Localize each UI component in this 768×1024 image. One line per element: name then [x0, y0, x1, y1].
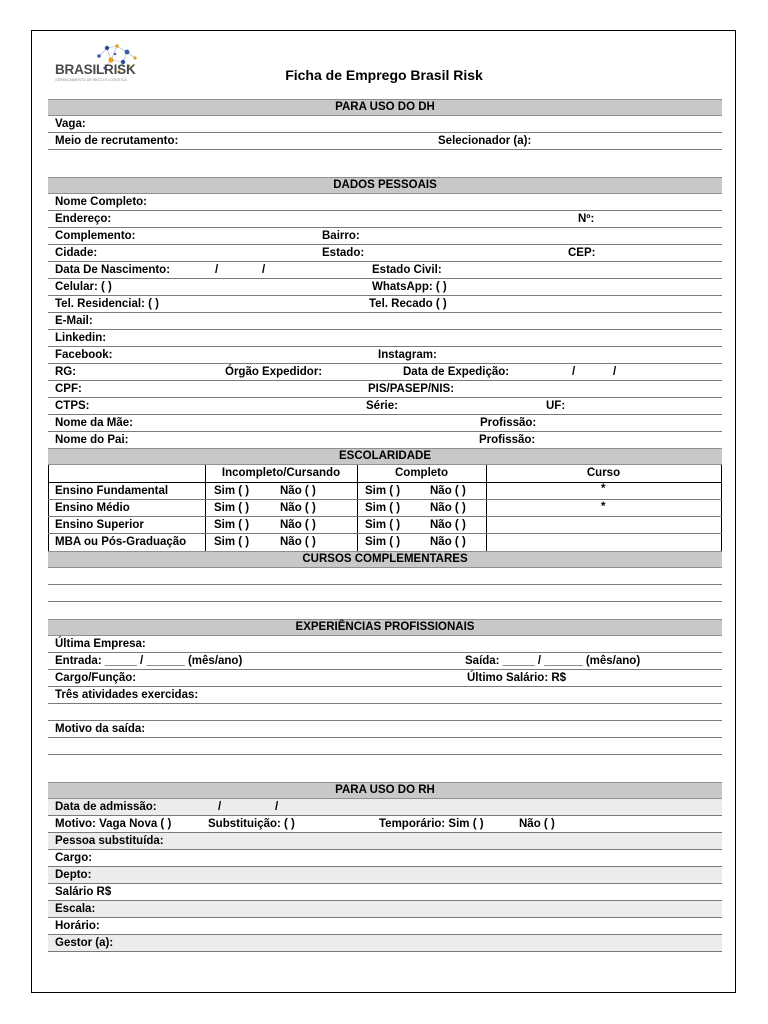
pessoa-substituida-label: Pessoa substituída:: [55, 835, 164, 847]
estado-label: Estado:: [322, 247, 365, 259]
profissao-pai-label: Profissão:: [479, 434, 536, 446]
tel-recado-label: Tel. Recado ( ): [369, 298, 447, 310]
escolaridade-row-label: Ensino Superior: [55, 519, 144, 531]
vaga-label: Vaga:: [55, 118, 86, 130]
rg-label: RG:: [55, 366, 77, 378]
cursos-line[interactable]: [48, 585, 722, 602]
cargo-funcao-label: Cargo/Função:: [55, 672, 137, 684]
completo-nao-option[interactable]: Não ( ): [430, 519, 466, 531]
complemento-label: Complemento:: [55, 230, 136, 242]
col-header-incompleto: Incompleto/Cursando: [221, 467, 341, 479]
field-row-linkedin[interactable]: [48, 330, 722, 347]
col-header-completo: Completo: [394, 467, 449, 479]
bairro-label: Bairro:: [322, 230, 360, 242]
tel-residencial-label: Tel. Residencial: ( ): [55, 298, 159, 310]
completo-nao-option[interactable]: Não ( ): [430, 536, 466, 548]
curso-field[interactable]: *: [601, 483, 606, 495]
temporario-nao-option[interactable]: Não ( ): [519, 818, 555, 830]
incompleto-nao-option[interactable]: Não ( ): [280, 502, 316, 514]
section-header-cursos-complementares: CURSOS COMPLEMENTARES: [48, 551, 722, 568]
field-row-ctps[interactable]: [48, 398, 722, 415]
estado-civil-label: Estado Civil:: [372, 264, 442, 276]
pis-label: PIS/PASEP/NIS:: [368, 383, 455, 395]
field-row-email[interactable]: [48, 313, 722, 330]
incompleto-nao-option[interactable]: Não ( ): [280, 519, 316, 531]
field-row-horario[interactable]: [48, 918, 722, 935]
facebook-label: Facebook:: [55, 349, 113, 361]
completo-nao-option[interactable]: Não ( ): [430, 485, 466, 497]
field-row-mae[interactable]: [48, 415, 722, 432]
data-expedicao-label: Data de Expedição:: [403, 366, 510, 378]
blank-row: [48, 150, 722, 167]
field-row-facebook[interactable]: [48, 347, 722, 364]
completo-sim-option[interactable]: Sim ( ): [365, 502, 401, 514]
cargo-label: Cargo:: [55, 852, 93, 864]
field-row-escala[interactable]: [48, 901, 722, 918]
field-row-motivo-saida[interactable]: [48, 721, 722, 738]
col-header-curso: Curso: [586, 467, 621, 479]
temporario-sim-option[interactable]: Temporário: Sim ( ): [379, 818, 484, 830]
cpf-label: CPF:: [55, 383, 82, 395]
section-header-rh: PARA USO DO RH: [48, 782, 722, 799]
gestor-label: Gestor (a):: [55, 937, 114, 949]
cidade-label: Cidade:: [55, 247, 98, 259]
motivo-vaga-nova-option[interactable]: Motivo: Vaga Nova ( ): [55, 818, 172, 830]
field-row-telefones[interactable]: [48, 296, 722, 313]
incompleto-sim-option[interactable]: Sim ( ): [214, 485, 250, 497]
field-row-motivo[interactable]: [48, 816, 722, 833]
serie-label: Série:: [366, 400, 398, 412]
email-label: E-Mail:: [55, 315, 93, 327]
curso-field[interactable]: *: [601, 501, 606, 513]
uf-label: UF:: [546, 400, 566, 412]
data-expedicao-sep-1: /: [572, 366, 576, 378]
field-row-nome[interactable]: [48, 194, 722, 211]
field-row-salario[interactable]: [48, 884, 722, 901]
logo-tagline: GERENCIAMENTO DE RISCO E LOGÍSTICA: [55, 78, 127, 82]
motivo-saida-label: Motivo da saída:: [55, 723, 146, 735]
nascimento-sep-1: /: [215, 264, 219, 276]
escala-label: Escala:: [55, 903, 96, 915]
field-row-cargo-funcao[interactable]: [48, 670, 722, 687]
nascimento-label: Data De Nascimento:: [55, 264, 171, 276]
data-expedicao-sep-2: /: [613, 366, 617, 378]
horario-label: Horário:: [55, 920, 100, 932]
cep-label: CEP:: [568, 247, 596, 259]
incompleto-sim-option[interactable]: Sim ( ): [214, 502, 250, 514]
field-row-cpf[interactable]: [48, 381, 722, 398]
completo-sim-option[interactable]: Sim ( ): [365, 485, 401, 497]
field-row-nascimento[interactable]: [48, 262, 722, 279]
completo-nao-option[interactable]: Não ( ): [430, 502, 466, 514]
motivo-saida-line[interactable]: [48, 738, 722, 755]
field-row-atividades[interactable]: [48, 687, 722, 704]
field-row-cidade[interactable]: [48, 245, 722, 262]
field-row-rg[interactable]: [48, 364, 722, 381]
nome-completo-label: Nome Completo:: [55, 196, 147, 208]
section-header-experiencias: EXPERIÊNCIAS PROFISSIONAIS: [48, 619, 722, 636]
admissao-sep-1: /: [218, 801, 222, 813]
incompleto-sim-option[interactable]: Sim ( ): [214, 519, 250, 531]
atividades-line[interactable]: [48, 704, 722, 721]
atividades-label: Três atividades exercidas:: [55, 689, 199, 701]
completo-sim-option[interactable]: Sim ( ): [365, 536, 401, 548]
section-header-dh: PARA USO DO DH: [48, 99, 722, 116]
instagram-label: Instagram:: [378, 349, 437, 361]
field-row-depto[interactable]: [48, 867, 722, 884]
selecionador-label: Selecionador (a):: [438, 135, 532, 147]
saida-label: Saída: _____ / ______ (mês/ano): [465, 655, 641, 667]
field-row-vaga[interactable]: [48, 116, 722, 133]
profissao-mae-label: Profissão:: [480, 417, 537, 429]
section-header-dados-pessoais: DADOS PESSOAIS: [48, 177, 722, 194]
cursos-line[interactable]: [48, 568, 722, 585]
nome-mae-label: Nome da Mãe:: [55, 417, 133, 429]
logo-name: BRASILRISK: [55, 62, 136, 77]
endereco-label: Endereço:: [55, 213, 112, 225]
numero-label: Nº:: [578, 213, 595, 225]
ultimo-salario-label: Último Salário: R$: [467, 672, 567, 684]
completo-sim-option[interactable]: Sim ( ): [365, 519, 401, 531]
admissao-label: Data de admissão:: [55, 801, 157, 813]
orgao-expedidor-label: Órgão Expedidor:: [225, 366, 323, 378]
field-row-ultima-empresa[interactable]: [48, 636, 722, 653]
document-title: Ficha de Emprego Brasil Risk: [285, 67, 483, 83]
nome-pai-label: Nome do Pai:: [55, 434, 129, 446]
escolaridade-row-label: Ensino Fundamental: [55, 485, 169, 497]
field-row-entrada-saida[interactable]: [48, 653, 722, 670]
depto-label: Depto:: [55, 869, 92, 881]
section-header-escolaridade: ESCOLARIDADE: [48, 448, 722, 465]
blank-row: [48, 602, 722, 619]
escolaridade-row-label: Ensino Médio: [55, 502, 130, 514]
escolaridade-table: [48, 465, 722, 552]
escolaridade-row-label: MBA ou Pós-Graduação: [55, 536, 187, 548]
field-row-cargo[interactable]: [48, 850, 722, 867]
incompleto-nao-option[interactable]: Não ( ): [280, 485, 316, 497]
field-row-complemento[interactable]: [48, 228, 722, 245]
field-row-endereco[interactable]: [48, 211, 722, 228]
field-row-celular[interactable]: [48, 279, 722, 296]
whatsapp-label: WhatsApp: ( ): [372, 281, 447, 293]
field-row-pessoa-substituida[interactable]: [48, 833, 722, 850]
field-row-meio-recrutamento[interactable]: [48, 133, 722, 150]
nascimento-sep-2: /: [262, 264, 266, 276]
ctps-label: CTPS:: [55, 400, 90, 412]
entrada-label: Entrada: _____ / ______ (mês/ano): [55, 655, 243, 667]
incompleto-nao-option[interactable]: Não ( ): [280, 536, 316, 548]
field-row-pai[interactable]: [48, 432, 722, 449]
admissao-sep-2: /: [275, 801, 279, 813]
celular-label: Celular: ( ): [55, 281, 112, 293]
linkedin-label: Linkedin:: [55, 332, 107, 344]
field-row-admissao[interactable]: [48, 799, 722, 816]
ultima-empresa-label: Última Empresa:: [55, 638, 146, 650]
incompleto-sim-option[interactable]: Sim ( ): [214, 536, 250, 548]
salario-label: Salário R$: [55, 886, 112, 898]
meio-recrutamento-label: Meio de recrutamento:: [55, 135, 179, 147]
field-row-gestor[interactable]: [48, 935, 722, 952]
substituicao-option[interactable]: Substituição: ( ): [208, 818, 295, 830]
